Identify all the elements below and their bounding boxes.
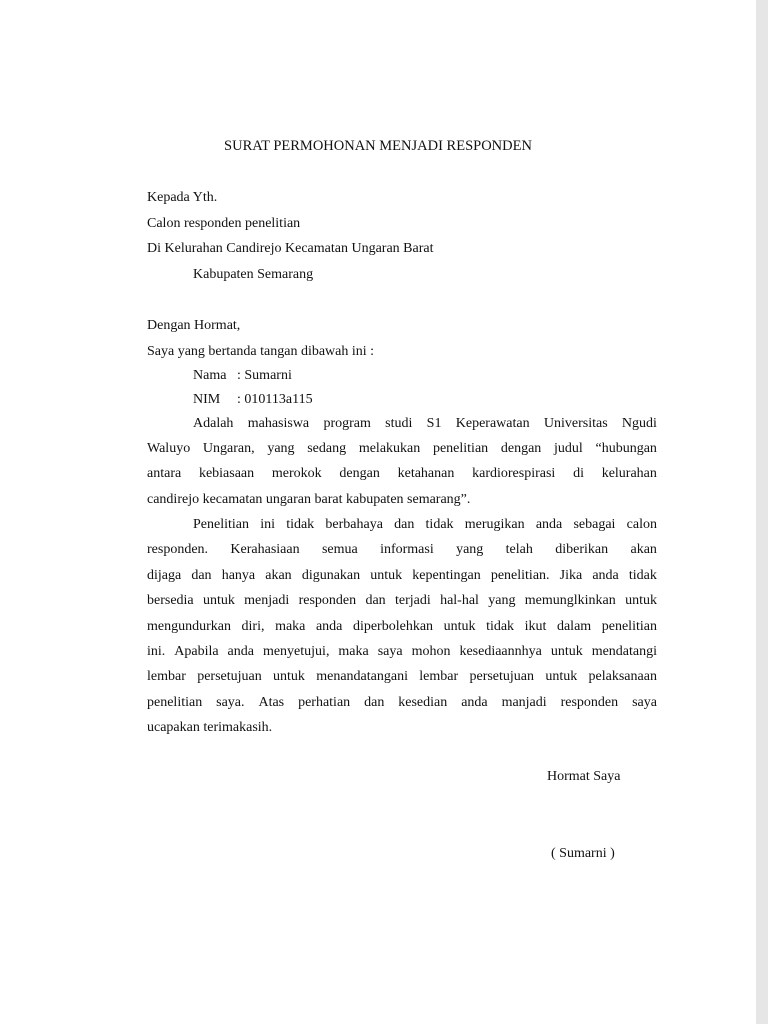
word: anda <box>461 694 488 710</box>
word: responden <box>298 593 357 609</box>
word: manjadi <box>501 694 547 710</box>
recipient-line-2: Calon responden penelitian <box>147 216 301 231</box>
justified-line <box>193 517 657 533</box>
word: anda <box>592 567 619 583</box>
word: untuk <box>443 618 476 634</box>
word: ini. <box>147 644 166 659</box>
recipient-line-1: Kepada Yth. <box>147 190 218 205</box>
justified-line <box>147 644 657 660</box>
word: untuk <box>273 669 305 685</box>
word: Penelitian <box>193 517 249 532</box>
word: “hubungan <box>595 441 657 456</box>
word: anda <box>227 644 254 659</box>
word: mengundurkan <box>147 618 231 634</box>
word: kelurahan <box>601 466 657 481</box>
signature-name: ( Sumarni ) <box>551 846 615 861</box>
word: Ungaran, <box>202 441 255 456</box>
justified-line <box>147 542 657 558</box>
word: penelitian <box>432 441 489 456</box>
word: dan <box>394 517 415 532</box>
word: ikut <box>524 618 547 634</box>
justified-line <box>147 441 657 457</box>
page-edge-strip <box>756 0 768 1024</box>
word: tidak <box>286 517 315 532</box>
justified-line <box>193 416 657 432</box>
word: Universitas <box>543 416 608 431</box>
word: Keperawatan <box>455 416 530 431</box>
recipient-line-4: Kabupaten Semarang <box>193 267 314 282</box>
word: untuk <box>202 593 235 609</box>
word: persetujuan <box>197 669 262 685</box>
word: Jika <box>559 567 583 583</box>
justified-line <box>147 669 657 685</box>
word: memunglkinkan <box>524 593 616 609</box>
justified-line <box>147 466 657 482</box>
word: yang <box>267 441 295 456</box>
word: persetujuan <box>469 669 535 685</box>
word: Waluyo <box>147 441 191 456</box>
word: dijaga <box>147 567 182 583</box>
word: calon <box>626 517 657 532</box>
word: Kerahasiaan <box>230 542 300 558</box>
word: Atas <box>258 694 285 710</box>
word: dan <box>365 593 386 609</box>
word: dengan <box>339 466 380 481</box>
word: saya <box>377 644 403 659</box>
justified-line <box>147 593 657 609</box>
word: hanya <box>221 567 256 583</box>
justified-line <box>147 695 657 711</box>
word: melakukan <box>358 441 421 456</box>
word: telah <box>505 542 533 558</box>
word: perhatian <box>298 694 351 710</box>
paragraph-1-last-line: candirejo kecamatan ungaran barat kabupaten semarang”. <box>147 492 471 507</box>
word: program <box>323 416 371 431</box>
word: penelitian <box>601 618 657 634</box>
word: ketahanan <box>397 466 455 481</box>
word: sebagai <box>573 517 616 532</box>
word: sedang <box>307 441 347 456</box>
justified-line <box>147 619 657 635</box>
nim-label: NIM <box>193 392 221 407</box>
word: bersedia <box>147 593 194 609</box>
closing-salutation: Hormat Saya <box>547 769 621 784</box>
word: terjadi <box>394 593 431 609</box>
word: merugikan <box>464 517 525 532</box>
greeting: Dengan Hormat, <box>147 318 241 333</box>
word: berbahaya <box>325 517 383 532</box>
word: untuk <box>370 567 403 583</box>
word: S1 <box>426 416 442 431</box>
word: studi <box>385 416 413 431</box>
word: diberikan <box>555 542 609 558</box>
word: penelitian <box>147 694 203 710</box>
word: kebiasaan <box>198 466 255 481</box>
word: akan <box>265 567 292 583</box>
justified-line <box>147 568 657 584</box>
word: tidak <box>486 618 515 634</box>
word: untuk <box>550 644 583 659</box>
word: lembar <box>147 669 186 685</box>
word: menandatangani <box>316 669 408 685</box>
word: maka <box>338 644 369 659</box>
word: saya <box>632 694 657 710</box>
recipient-line-3: Di Kelurahan Candirejo Kecamatan Ungaran Barat <box>147 241 434 256</box>
word: antara <box>147 466 182 481</box>
nim-value: : 010113a115 <box>237 392 313 407</box>
word: mohon <box>411 644 451 659</box>
word: informasi <box>380 542 434 558</box>
word: mendatangi <box>591 644 657 659</box>
word: di <box>573 466 584 481</box>
word: digunakan <box>301 567 361 583</box>
word: dengan <box>500 441 542 456</box>
word: penelitian. <box>490 567 550 583</box>
name-value: : Sumarni <box>237 368 292 383</box>
word: diperbolehkan <box>352 618 434 634</box>
word: untuk <box>545 669 578 685</box>
word: yang <box>488 593 516 609</box>
word: saya. <box>216 694 245 710</box>
word: untuk <box>625 593 657 609</box>
intro-line: Saya yang bertanda tangan dibawah ini : <box>147 344 375 359</box>
word: anda <box>315 618 343 634</box>
word: Ngudi <box>621 416 657 431</box>
word: responden <box>560 694 619 710</box>
document-title: SURAT PERMOHONAN MENJADI RESPONDEN <box>224 138 532 154</box>
word: semua <box>321 542 358 558</box>
word: diri, <box>241 618 265 634</box>
word: responden. <box>147 542 209 558</box>
word: tidak <box>425 517 454 532</box>
word: maka <box>275 618 306 634</box>
word: judul <box>554 441 583 456</box>
word: menjadi <box>244 593 290 609</box>
word: lembar <box>419 669 459 685</box>
word: kesedian <box>398 694 448 710</box>
word: menyetujui, <box>262 644 330 659</box>
word: kardiorespirasi <box>472 466 556 481</box>
word: anda <box>535 517 563 532</box>
word: dan <box>364 694 385 710</box>
word: ini <box>260 517 275 532</box>
word: mahasiswa <box>247 416 310 431</box>
word: kesediaannhya <box>459 644 542 659</box>
word: Apabila <box>174 644 219 659</box>
name-label: Nama <box>193 368 227 383</box>
word: pelaksanaan <box>588 669 657 685</box>
word: dan <box>191 567 212 583</box>
word: merokok <box>271 466 322 481</box>
word: Adalah <box>193 416 234 431</box>
word: hal-hal <box>440 593 479 609</box>
paragraph-2-last-line: ucapakan terimakasih. <box>147 720 273 735</box>
word: tidak <box>628 567 657 583</box>
word: kepentingan <box>412 567 481 583</box>
word: akan <box>630 542 657 558</box>
word: dalam <box>556 618 592 634</box>
word: yang <box>456 542 484 558</box>
